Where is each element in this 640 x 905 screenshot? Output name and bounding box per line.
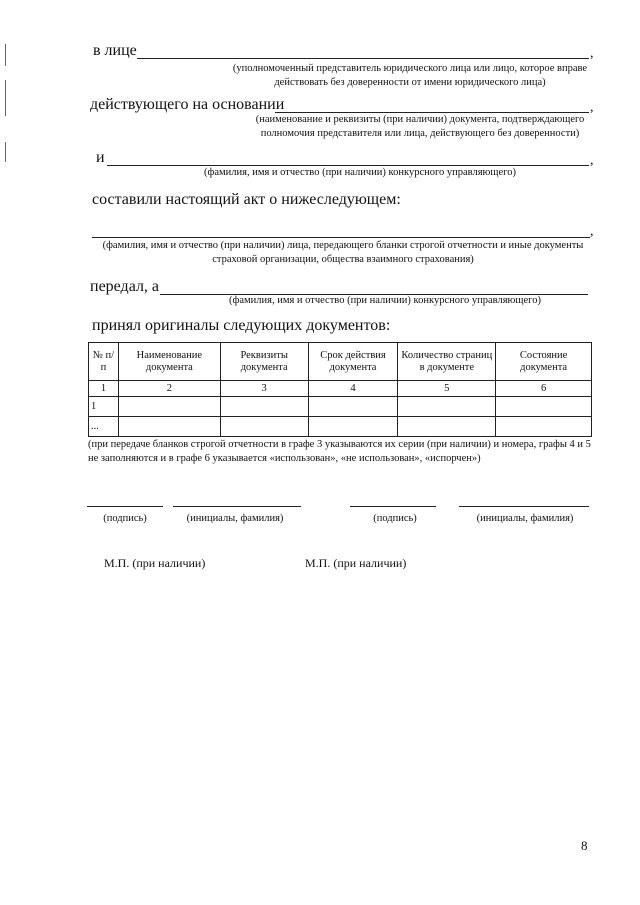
podpis-left-caption: (подпись) [103, 513, 147, 524]
deystvuyuschego-caption: (наименование и реквизиты (при наличии) документа, подтверждающего полномочия представителя или лица, действующего без доверенности) [255, 114, 585, 139]
header-cell-num: № п/п [89, 343, 119, 381]
table-cell[interactable] [496, 417, 592, 437]
header-cell-status: Состояние документа [496, 343, 592, 381]
stamp-left: М.П. (при наличии) [104, 556, 206, 570]
table-row [89, 397, 592, 417]
signature-line-right[interactable] [350, 506, 436, 507]
deystvuyuschego-comma: , [590, 100, 594, 115]
table-cell[interactable] [308, 417, 398, 437]
margin-mark-top [5, 44, 6, 66]
number-cell: 3 [220, 381, 308, 397]
number-cell: 2 [118, 381, 220, 397]
number-cell: 5 [398, 381, 496, 397]
stamp-right: М.П. (при наличии) [305, 556, 407, 570]
table-number-row [89, 381, 592, 397]
table-cell[interactable] [220, 417, 308, 437]
prinyal-text: принял оригиналы следующих документов: [92, 317, 391, 334]
row-number-cell: 1 [89, 397, 119, 417]
person-comma: , [590, 224, 594, 239]
table-header-row [89, 343, 592, 381]
table-cell[interactable] [496, 397, 592, 417]
person-caption: (фамилия, имя и отчество (при наличии) лица, передающего бланки строгой отчетности и иные документы страховой организации, общества взаимного страхования) [102, 240, 584, 265]
table-cell[interactable] [308, 397, 398, 417]
header-cell-srok: Срок действия документа [308, 343, 398, 381]
header-cell-name: Наименование документа [118, 343, 220, 381]
fio-line-right[interactable] [459, 506, 589, 507]
deystvuyuschego-label: действующего на основании [90, 96, 285, 113]
v-litse-field[interactable] [137, 58, 589, 59]
sostavili-text: составили настоящий акт о нижеследующем: [92, 191, 401, 208]
table-cell[interactable] [118, 417, 220, 437]
table-cell[interactable] [398, 397, 496, 417]
fio-line-left[interactable] [173, 506, 301, 507]
podpis-right-caption: (подпись) [373, 513, 417, 524]
fio-left-caption: (инициалы, фамилия) [186, 513, 284, 524]
person-field[interactable] [92, 237, 590, 238]
number-cell: 6 [496, 381, 592, 397]
number-cell: 1 [89, 381, 119, 397]
table-note: (при передаче бланков строгой отчетности в графе 3 указываются их серии (при наличии) и номера, графы 4 и 5 не заполняются и в графе 6 указывается «использован», «не использован», «испорчен») [88, 439, 591, 464]
v-litse-comma: , [590, 46, 594, 61]
table-cell[interactable] [118, 397, 220, 417]
documents-table [88, 342, 592, 437]
i-comma: , [590, 153, 594, 168]
row-number-cell: ... [89, 417, 119, 437]
v-litse-label: в лице [93, 42, 137, 59]
i-label: и [96, 149, 105, 166]
header-cell-pages: Количество страниц в документе [398, 343, 496, 381]
v-litse-caption: (уполномоченный представитель юридического лица или лицо, которое вправе действовать без доверенности от имени юридического лица) [232, 63, 588, 88]
peredal-label: передал, а [90, 278, 160, 295]
table-cell[interactable] [220, 397, 308, 417]
number-cell: 4 [308, 381, 398, 397]
peredal-caption: (фамилия, имя и отчество (при наличии) конкурсного управляющего) [229, 295, 541, 306]
margin-mark-middle [5, 80, 6, 116]
fio-right-caption: (инициалы, фамилия) [476, 513, 574, 524]
margin-mark-lower [5, 142, 6, 162]
signature-line-left[interactable] [87, 506, 163, 507]
page-number: 8 [581, 838, 588, 853]
table-cell[interactable] [398, 417, 496, 437]
i-caption: (фамилия, имя и отчество (при наличии) конкурсного управляющего) [204, 167, 516, 178]
header-cell-rekvizity: Реквизиты документа [220, 343, 308, 381]
table-row [89, 417, 592, 437]
